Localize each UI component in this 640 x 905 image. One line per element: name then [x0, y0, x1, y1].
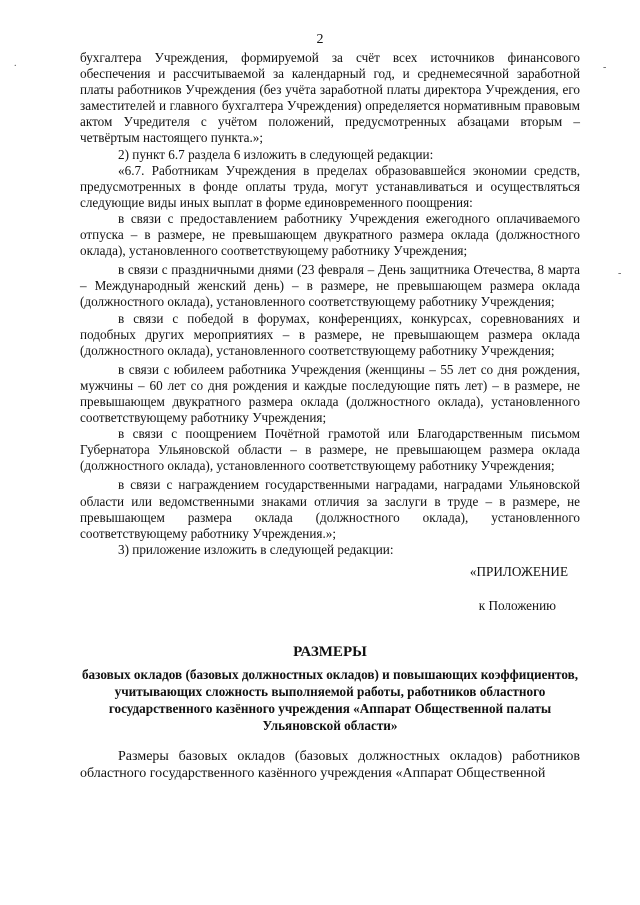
- paragraph-item-2: 2) пункт 6.7 раздела 6 изложить в следующей редакции:: [118, 146, 434, 162]
- paragraph-continuation: бухгалтера Учреждения, формируемой за счёт всех источников финансового обеспечения и рассчитываемой за календарный год, и среднемесячной заработной платы работников Учреждения (без учёта заработной платы директора Учреждения, его заместителей и главного бухгалтера Учреждения) определяется нормативным правовым актом Учредителя с учётом положений, предусмотренных абзацами вторым – четвёртым настоящего пункта.»;: [80, 50, 580, 146]
- paragraph-victory: в связи с победой в форумах, конференциях, конкурсах, соревнованиях и подобных других мероприятиях – в размере, не превышающем размера оклада (должностного оклада), установленного соответствующему работнику Учреждения;: [80, 310, 580, 358]
- paragraph-governor-award: в связи с поощрением Почётной грамотой или Благодарственным письмом Губернатора Ульяновской области – в размере, не превышающем размера оклада (должностного оклада), установленного соответствующему работнику Учреждения;: [80, 426, 580, 474]
- scan-mark: .: [14, 58, 17, 69]
- page-number: 2: [316, 32, 324, 47]
- section-subheading: базовых окладов (базовых должностных окладов) и повышающих коэффициентов, учитывающих сложность выполняемой работы, работников областного государственного казённого учреждения «Аппарат Общественной палаты Ульяновской области»: [81, 667, 579, 734]
- appendix-subtitle: к Положению: [478, 598, 556, 613]
- paragraph-holidays: в связи с праздничными днями (23 февраля – День защитника Отечества, 8 марта – Международный женский день) – в размере, не превышающем размера оклада (должностного оклада), установленного соответствующему работнику Учреждения;: [80, 262, 580, 310]
- section-heading: РАЗМЕРЫ: [293, 644, 367, 661]
- paragraph-jubilee: в связи с юбилеем работника Учреждения (женщины – 55 лет со дня рождения, мужчины – 60 лет со дня рождения и каждые последующие пять лет) – в размере, не превышающем двукратного размера оклада (должностного оклада), установленного соответствующему работнику Учреждения;: [80, 361, 580, 426]
- paragraph-item-3: 3) приложение изложить в следующей редакции:: [118, 541, 394, 557]
- paragraph-clause-6-7: «6.7. Работникам Учреждения в пределах образовавшейся экономии средств, предусмотренных в фонде оплаты труда, могут устанавливаться и осуществляться следующие виды иных выплат в форме единовременного поощрения:: [80, 162, 580, 210]
- appendix-title: «ПРИЛОЖЕНИЕ: [469, 563, 568, 579]
- paragraph-vacation: в связи с предоставлением работнику Учреждения ежегодного оплачиваемого отпуска – в размере, не превышающем двукратного размера оклада (должностного оклада), установленного соответствующему работнику Учреждения;: [80, 210, 580, 259]
- scan-mark: -: [618, 268, 622, 279]
- paragraph-closing: Размеры базовых окладов (базовых должностных окладов) работников областного государственного казённого учреждения «Аппарат Общественной: [80, 749, 580, 782]
- paragraph-state-awards: в связи с награждением государственными наградами, наградами Ульяновской области или ведомственными знаками отличия за заслуги в труде – в размере, не превышающем размера оклада (должностного оклада), установленного соответствующему работнику Учреждения.»;: [80, 477, 580, 541]
- document-body: [80, 50, 580, 782]
- scan-mark: -: [603, 62, 607, 73]
